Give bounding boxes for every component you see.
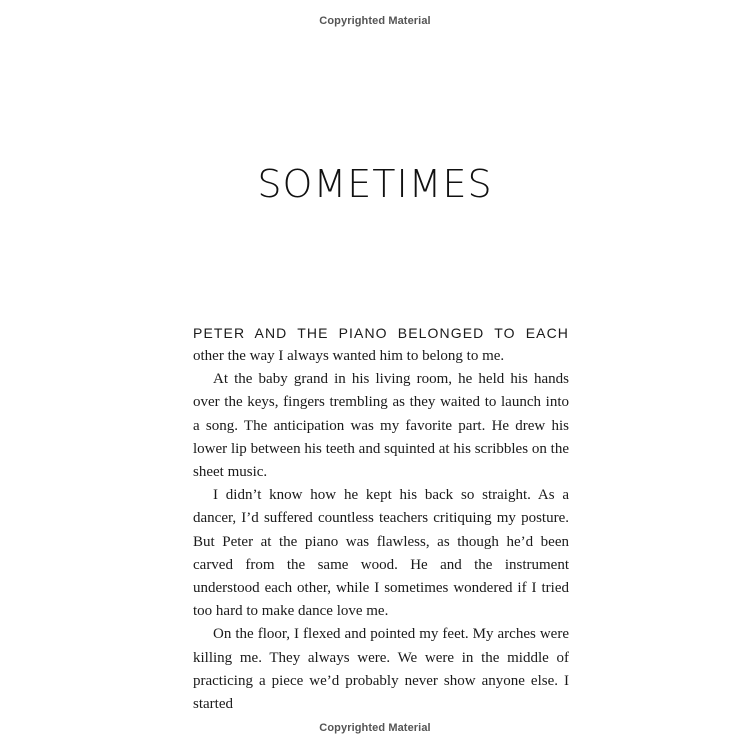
paragraph-3: I didn’t know how he kept his back so straight. As a dancer, I’d suffered countless teachers critiquing my posture. But Peter at the piano was flawless, as though he’d been carved from the same wood. He and the instrument understood each other, while I sometimes wondered if I tried too hard to make dance love me. <box>193 487 569 620</box>
paragraph-1-text: other the way I always wanted him to belong to me. <box>193 348 505 364</box>
chapter-body <box>193 321 569 716</box>
copyright-footer: Copyrighted Material <box>319 722 431 734</box>
paragraph-4: On the floor, I flexed and pointed my feet. My arches were killing me. They always were. We were in the middle of practicing a piece we’d probably never show anyone else. I started <box>193 626 569 713</box>
paragraph-1 <box>193 321 569 368</box>
paragraph-2: At the baby grand in his living room, he held his hands over the keys, fingers trembling as they waited to launch into a song. The anticipation was my favorite part. He drew his lower lip between his teeth and squinted at his scribbles on the sheet music. <box>193 371 569 481</box>
chapter-title: SOMETIMES <box>257 162 493 206</box>
lead-in-caps: PETER AND THE PIANO BELONGED TO EACH <box>193 325 569 341</box>
copyright-header: Copyrighted Material <box>319 15 431 27</box>
